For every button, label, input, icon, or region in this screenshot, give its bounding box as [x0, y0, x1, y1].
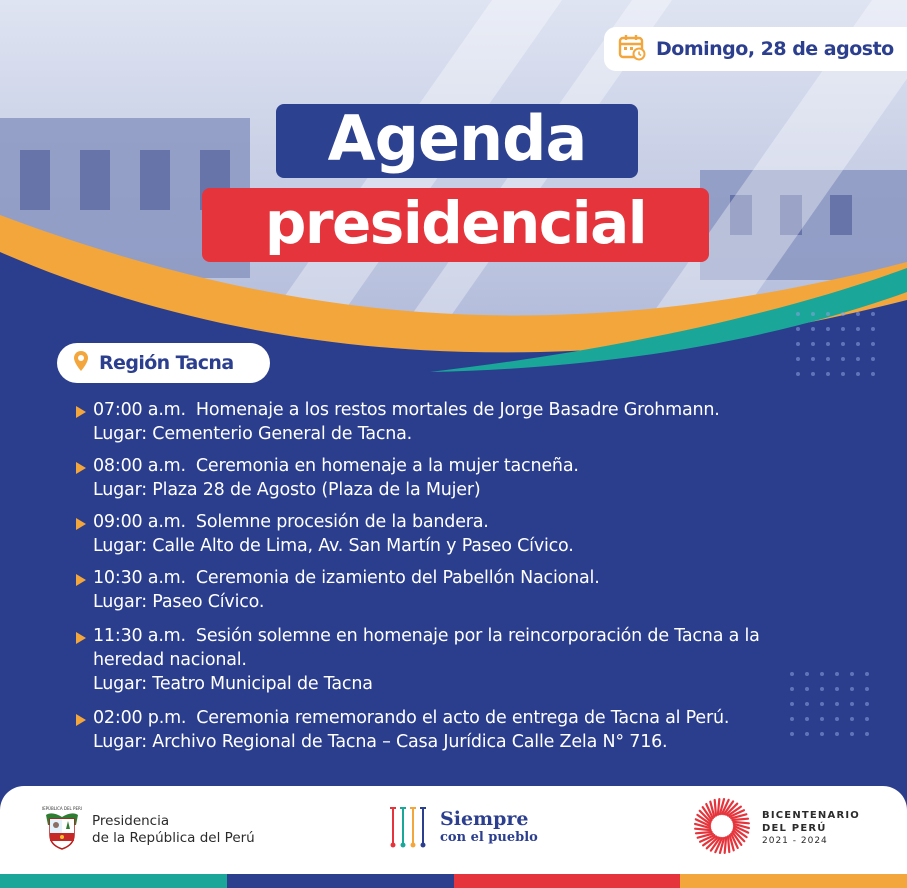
siempre-line2: con el pueblo — [440, 830, 538, 845]
title-presidencial: presidencial — [264, 189, 647, 257]
list-item — [76, 454, 896, 502]
burst-ray — [732, 818, 748, 819]
event-title: Ceremonia en homenaje a la mujer tacneña. — [195, 456, 579, 476]
decor-dot — [871, 372, 875, 376]
event-time: 08:00 a.m. — [93, 456, 186, 476]
decor-dot — [856, 327, 860, 331]
burst-ray — [725, 837, 726, 853]
presidencia-text — [92, 813, 255, 847]
stripe-teal — [0, 874, 227, 888]
decor-dot — [826, 372, 830, 376]
decor-dot — [811, 327, 815, 331]
decor-dot — [871, 327, 875, 331]
stripe-orange — [680, 874, 907, 888]
decor-dot — [796, 342, 800, 346]
event-place: Lugar: Paseo Cívico. — [93, 592, 265, 612]
decor-dot — [796, 312, 800, 316]
burst-ray — [696, 832, 712, 833]
decor-dot — [856, 372, 860, 376]
burst-ray — [695, 828, 711, 829]
presidencia-line2: de la República del Perú — [92, 830, 255, 846]
event-place: Lugar: Plaza 28 de Agosto (Plaza de la Mujer) — [93, 480, 481, 500]
decor-dot — [826, 327, 830, 331]
decor-dot — [871, 342, 875, 346]
siempre-text — [440, 809, 538, 847]
triangle-bullet-icon — [76, 518, 86, 530]
decor-dot — [841, 312, 845, 316]
event-time: 07:00 a.m. — [93, 400, 186, 420]
decor-dot — [811, 357, 815, 361]
seal-text: REPÚBLICA DEL PERÚ — [42, 805, 82, 811]
decor-dot — [826, 312, 830, 316]
triangle-bullet-icon — [76, 462, 86, 474]
decor-dot — [841, 357, 845, 361]
calendar-icon — [618, 33, 646, 66]
siempre-con-el-pueblo-logo — [388, 802, 548, 854]
event-list — [76, 398, 896, 754]
decor-dot — [871, 312, 875, 316]
burst-ray — [728, 836, 729, 852]
bicentenario-text — [762, 809, 860, 847]
burst-ray — [718, 799, 719, 815]
decor-dot — [856, 312, 860, 316]
event-time: 11:30 a.m. — [93, 626, 186, 646]
event-place: Lugar: Archivo Regional de Tacna – Casa Jurídica Calle Zela N° 716. — [93, 732, 668, 752]
decor-dot — [796, 357, 800, 361]
triangle-bullet-icon — [76, 632, 86, 644]
decor-dot — [841, 372, 845, 376]
decor-dot — [796, 372, 800, 376]
event-time: 09:00 a.m. — [93, 512, 186, 532]
event-title: Sesión solemne en homenaje por la reincorporación de Tacna a la — [195, 626, 760, 646]
triangle-bullet-icon — [76, 406, 86, 418]
bicentenario-logo — [692, 797, 892, 859]
event-place: Lugar: Teatro Municipal de Tacna — [93, 674, 373, 694]
color-stripes — [0, 874, 907, 888]
decor-dot — [811, 312, 815, 316]
decor-dot — [841, 342, 845, 346]
bicentenario-line2: DEL PERÚ — [762, 823, 827, 834]
bicentenario-line3: 2021 - 2024 — [762, 836, 828, 846]
decor-dot — [826, 342, 830, 346]
burst-ray — [733, 821, 749, 822]
event-title-continued: heredad nacional. — [93, 650, 247, 670]
event-title: Ceremonia rememorando el acto de entrega de Tacna al Perú. — [196, 708, 730, 728]
list-item — [76, 624, 896, 696]
decor-dot — [811, 372, 815, 376]
bicentenario-burst-icon — [692, 796, 752, 861]
burst-ray — [715, 800, 716, 816]
date-text: Domingo, 28 de agosto — [656, 38, 894, 60]
stripe-navy — [227, 874, 454, 888]
decor-dot — [856, 357, 860, 361]
decor-dot — [841, 327, 845, 331]
bicentenario-line1: BICENTENARIO — [762, 810, 860, 821]
region-badge — [57, 343, 270, 383]
decor-dot — [796, 327, 800, 331]
list-item — [76, 510, 896, 558]
event-time: 10:30 a.m. — [93, 568, 186, 588]
region-label: Región Tacna — [99, 352, 234, 374]
coat-of-arms-icon — [42, 805, 82, 856]
stripe-red — [454, 874, 681, 888]
decor-dot — [811, 342, 815, 346]
triangle-bullet-icon — [76, 574, 86, 586]
presidencia-line1: Presidencia — [92, 813, 170, 829]
siempre-line1: Siempre — [440, 808, 529, 830]
title-agenda: Agenda — [327, 102, 587, 175]
event-place: Lugar: Calle Alto de Lima, Av. San Martín y Paseo Cívico. — [93, 536, 574, 556]
decor-dot — [871, 357, 875, 361]
list-item — [76, 398, 896, 446]
triangle-bullet-icon — [76, 714, 86, 726]
event-title: Ceremonia de izamiento del Pabellón Nacional. — [195, 568, 600, 588]
decor-dot — [826, 357, 830, 361]
presidencia-logo — [42, 806, 272, 854]
dots-decoration-top — [796, 312, 886, 392]
event-title: Solemne procesión de la bandera. — [195, 512, 489, 532]
list-item — [76, 566, 896, 614]
date-badge — [604, 27, 907, 71]
event-title: Homenaje a los restos mortales de Jorge Basadre Grohmann. — [195, 400, 720, 420]
decor-dot — [856, 342, 860, 346]
event-place: Lugar: Cementerio General de Tacna. — [93, 424, 413, 444]
list-item — [76, 706, 896, 754]
figures-icon — [388, 803, 432, 854]
location-pin-icon — [73, 350, 89, 377]
event-time: 02:00 p.m. — [93, 708, 187, 728]
